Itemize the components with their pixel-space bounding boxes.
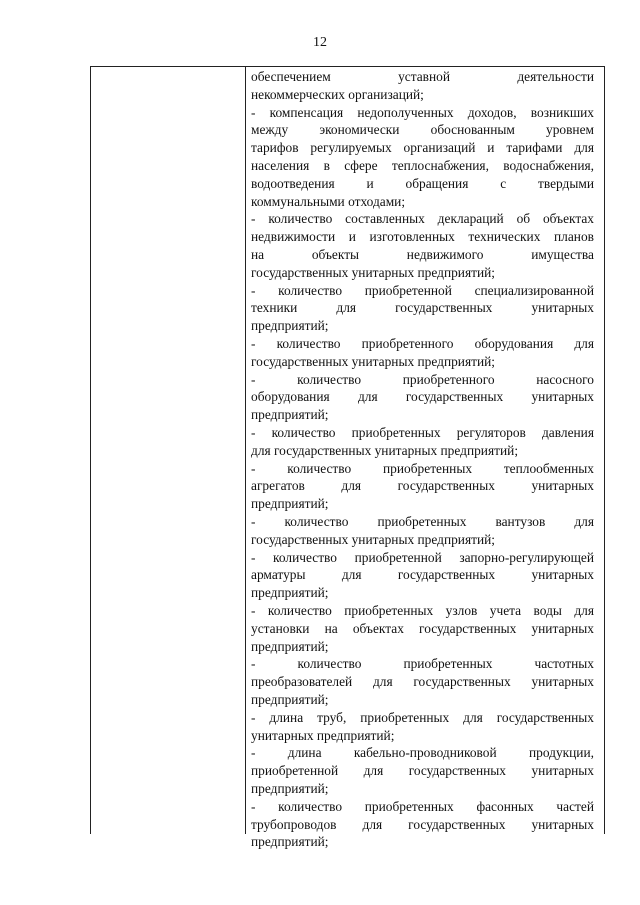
text-line: - количество приобретенного насосного [251,371,594,387]
text-line: предприятий; [251,638,329,654]
text-line: предприятий; [251,692,329,707]
text-line: предприятий; [251,496,329,512]
text-line: - длина труб, приобретенных для государственных [251,709,594,725]
text-line: - длина кабельно-проводниковой продукции, [251,745,594,761]
text-line: предприятий; [251,781,329,796]
text-line: предприятий; [251,834,329,850]
text-line: населения в сфере теплоснабжения, водоснабжения, [251,158,594,173]
text-line: - количество приобретенного оборудования для [251,336,594,351]
text-line: - количество приобретенных узлов учета воды для [251,603,594,618]
text-line: оборудования для государственных унитарных [251,389,594,405]
text-line: - количество приобретенной специализированной [251,282,594,298]
text-line: предприятий; [251,585,329,601]
text-line: государственных унитарных предприятий; [251,353,496,369]
text-line: агрегатов для государственных унитарных [251,478,594,494]
text-line: недвижимости и изготовленных технических планов [251,229,594,245]
text-line: арматуры для государственных унитарных [251,567,594,583]
text-line: - количество приобретенных вантузов для [251,514,594,529]
text-line: между экономически обоснованным уровнем [251,122,594,138]
text-line: установки на объектах государственных унитарных [251,620,594,636]
text-line: предприятий; [251,318,329,334]
text-line: - количество приобретенных фасонных частей [251,798,594,814]
text-line: коммунальными отходами; [251,193,406,209]
text-line: приобретенной для государственных унитарных [251,763,594,779]
text-line: трубопроводов для государственных унитарных [251,816,594,832]
text-line: государственных унитарных предприятий; [251,264,496,280]
text-line: преобразователей для государственных унитарных [251,674,594,690]
text-line: - количество приобретенной запорно-регулирующей [251,549,594,565]
text-line: - количество составленных деклараций об объектах [251,211,594,227]
text-line: водоотведения и обращения с твердыми [251,175,594,191]
page-number: 12 [313,35,327,50]
document-table [90,66,605,850]
text-line: - компенсация недополученных доходов, возникших [251,104,594,120]
text-line: некоммерческих организаций; [251,86,424,102]
text-line: государственных унитарных предприятий; [251,531,496,547]
text-line: обеспечением уставной деятельности [251,69,594,84]
text-line: - количество приобретенных теплообменных [251,460,594,476]
text-line: техники для государственных унитарных [251,300,594,316]
text-line: унитарных предприятий; [251,727,395,743]
text-line: - количество приобретенных частотных [251,656,594,672]
table-right-cell [251,67,596,850]
text-line: тарифов регулируемых организаций и тарифами для [251,140,594,156]
table-left-cell [91,67,246,834]
text-line: для государственных унитарных предприятий; [251,442,519,458]
text-line: - количество приобретенных регуляторов давления [251,425,594,440]
text-line: предприятий; [251,407,329,423]
text-line: на объекты недвижимого имущества [251,247,594,262]
